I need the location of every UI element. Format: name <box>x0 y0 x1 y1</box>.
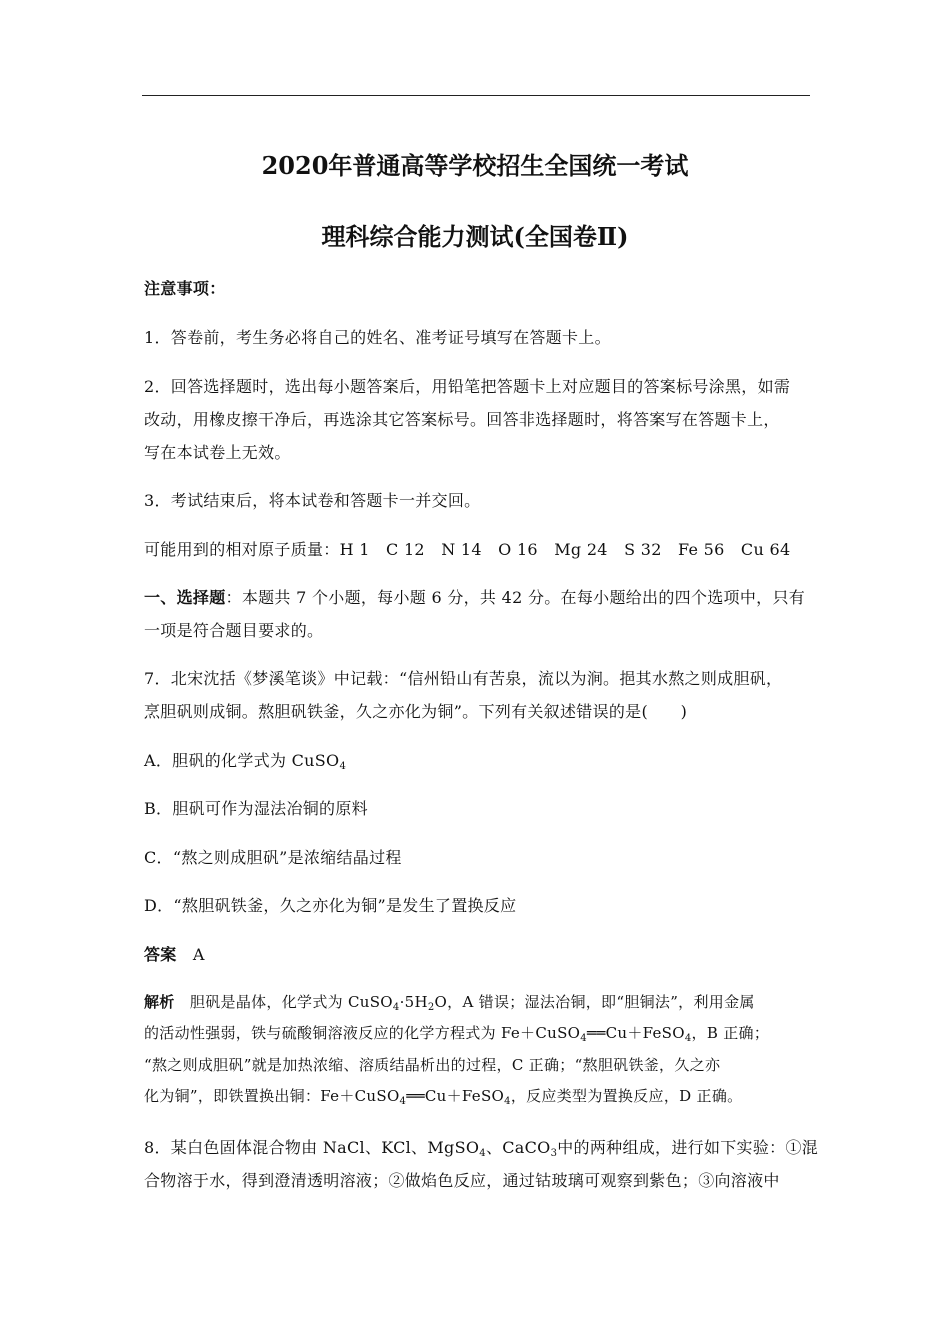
subscript: 4 <box>504 1096 511 1107</box>
header-rule <box>142 95 810 96</box>
exp-text: ，反应类型为置换反应，D 正确。 <box>510 1087 743 1105</box>
exp-text: O，A 错误；湿法冶铜，即“胆铜法”，利用金属 <box>434 993 755 1011</box>
exp-text: 的活动性强弱，铁与硫酸铜溶液反应的化学方程式为 Fe＋CuSO <box>144 1024 581 1042</box>
q7-stem-line-2: 烹胆矾则成铜。熬胆矾铁釜，久之亦化为铜”。下列有关叙述错误的是( ) <box>144 702 688 721</box>
q8-text: 、CaCO <box>485 1138 551 1157</box>
q7-explanation-line-2 <box>144 1018 812 1050</box>
section-1-line-2: 一项是符合题目要求的。 <box>144 621 324 640</box>
exp-text: ══Cu＋FeSO <box>406 1087 505 1105</box>
subscript: 4 <box>684 1033 692 1044</box>
explanation-label: 解析 <box>144 993 175 1011</box>
subscript: 4 <box>580 1033 587 1044</box>
subscript: 2 <box>427 1002 435 1013</box>
note-item-1: 1．答卷前，考生务必将自己的姓名、准考证号填写在答题卡上。 <box>144 328 611 347</box>
q8-stem-line-2: 合物溶于水，得到澄清透明溶液；②做焰色反应，通过钴玻璃可观察到紫色；③向溶液中 <box>144 1171 780 1190</box>
q7-option-a-text: A．胆矾的化学式为 CuSO <box>144 751 340 770</box>
q7-option-b: B．胆矾可作为湿法冶铜的原料 <box>144 799 368 818</box>
q8-stem-line-1 <box>144 1131 819 1164</box>
section-1-text: ：本题共 7 个小题，每小题 6 分，共 42 分。在每小题给出的四个选项中，只有 <box>225 588 806 607</box>
answer-label: 答案 <box>144 945 177 964</box>
q7-explanation-line-1 <box>144 987 812 1019</box>
subscript: 4 <box>392 1002 400 1013</box>
section-1-line-1 <box>144 581 812 614</box>
exam-title: 2020年普通高等学校招生全国统一考试 <box>261 151 689 180</box>
q8-text: 中的两种组成，进行如下实验：①混 <box>557 1138 819 1157</box>
exp-text: 胆矾是晶体，化学式为 CuSO <box>189 993 393 1011</box>
subscript: 4 <box>479 1148 486 1159</box>
subscript: 4 <box>399 1096 407 1107</box>
answer-value: A <box>192 945 205 964</box>
atomic-masses: 可能用到的相对原子质量：H 1 C 12 N 14 O 16 Mg 24 S 32 Fe 56 Cu 64 <box>144 540 791 559</box>
exp-text: ══Cu＋FeSO <box>586 1024 685 1042</box>
q7-option-a <box>144 744 812 777</box>
q7-answer <box>144 938 812 971</box>
section-1-label: 一、选择题 <box>144 588 226 607</box>
exp-text: 化为铜”，即铁置换出铜：Fe＋CuSO <box>144 1087 400 1105</box>
q8-text: 8．某白色固体混合物由 NaCl、KCl、MgSO <box>144 1138 480 1157</box>
note-item-2-line-1: 2．回答选择题时，选出每小题答案后，用铅笔把答题卡上对应题目的答案标号涂黑，如需 <box>144 377 791 396</box>
q7-explanation-line-3: “熬之则成胆矾”就是加热浓缩、溶质结晶析出的过程，C 正确；“熬胆矾铁釜，久之亦 <box>144 1056 721 1074</box>
notes-heading: 注意事项： <box>144 279 226 298</box>
q7-explanation-line-4 <box>144 1081 812 1113</box>
note-item-2-line-2: 改动，用橡皮擦干净后，再选涂其它答案标号。回答非选择题时，将答案写在答题卡上， <box>144 410 780 429</box>
exp-text: ，B 正确； <box>691 1024 770 1042</box>
subscript: 4 <box>339 761 347 772</box>
exp-text: ·5H <box>399 993 428 1011</box>
note-item-3: 3．考试结束后，将本试卷和答题卡一并交回。 <box>144 491 481 510</box>
note-item-2-line-3: 写在本试卷上无效。 <box>144 443 291 462</box>
q7-stem-line-1: 7．北宋沈括《梦溪笔谈》中记载：“信州铅山有苦泉，流以为涧。挹其水熬之则成胆矾， <box>144 669 783 688</box>
exam-subtitle: 理科综合能力测试(全国卷Ⅱ) <box>321 222 629 251</box>
q7-option-d: D．“熬胆矾铁釜，久之亦化为铜”是发生了置换反应 <box>144 896 517 915</box>
q7-option-c: C．“熬之则成胆矾”是浓缩结晶过程 <box>144 848 402 867</box>
subscript: 3 <box>550 1148 558 1159</box>
